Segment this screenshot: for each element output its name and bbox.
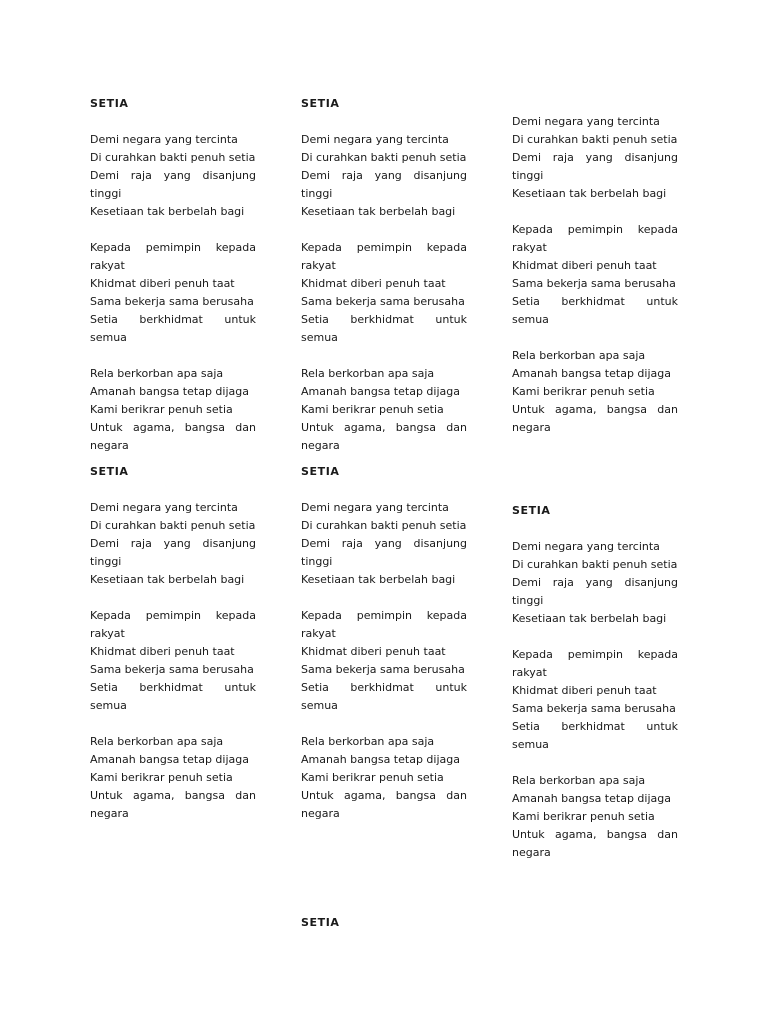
poem-line: Rela berkorban apa saja (90, 735, 224, 748)
poem-line: Amanah bangsa tetap dijaga (301, 385, 460, 398)
poem-line: Sama bekerja sama berusaha (512, 277, 676, 290)
poem-line: Kesetiaan tak berbelah bagi (301, 205, 456, 218)
poem-line: Amanah bangsa tetap dijaga (90, 753, 249, 766)
stanza-3 (90, 365, 256, 455)
poem-line: Sama bekerja sama berusaha (301, 295, 465, 308)
stanza-1 (90, 131, 256, 221)
poem-title: SETIA (301, 465, 340, 478)
poem-line: Kesetiaan tak berbelah bagi (90, 205, 245, 218)
poem-line: Amanah bangsa tetap dijaga (512, 367, 671, 380)
poem-line: Sama bekerja sama berusaha (90, 663, 254, 676)
poem-copy-7 (301, 914, 467, 950)
stanza-2 (512, 221, 678, 329)
poem-line: Khidmat diberi penuh taat (301, 277, 446, 290)
poem-title: SETIA (90, 97, 129, 110)
poem-line: Di curahkan bakti penuh setia (512, 558, 678, 571)
poem-copy-6 (512, 502, 678, 880)
poem-line: Untuk agama, bangsa dan (512, 828, 678, 841)
poem-copy-4 (90, 463, 256, 841)
poem-line: Untuk agama, bangsa dan (301, 789, 467, 802)
stanza-3 (90, 733, 256, 823)
poem-line: rakyat (301, 627, 336, 640)
poem-line: negara (301, 439, 340, 452)
poem-line: Khidmat diberi penuh taat (90, 277, 235, 290)
poem-line: Rela berkorban apa saja (301, 735, 435, 748)
poem-line: Demi raja yang disanjung (90, 537, 256, 550)
poem-line: Kepada pemimpin kepada (90, 609, 256, 622)
poem-line: Di curahkan bakti penuh setia (90, 151, 256, 164)
poem-line: Khidmat diberi penuh taat (512, 684, 657, 697)
stanza-1 (301, 131, 467, 221)
poem-line: Setia berkhidmat untuk semua (512, 720, 678, 751)
poem-line: Setia berkhidmat untuk semua (301, 681, 467, 712)
stanza-1 (512, 113, 678, 203)
poem-line: Sama bekerja sama berusaha (90, 295, 254, 308)
poem-line: Amanah bangsa tetap dijaga (90, 385, 249, 398)
stanza-3 (301, 365, 467, 455)
poem-line: Kami berikrar penuh setia (90, 403, 233, 416)
stanza-2 (301, 607, 467, 715)
stanza-2 (301, 239, 467, 347)
stanza-1 (90, 499, 256, 589)
poem-line: Di curahkan bakti penuh setia (301, 519, 467, 532)
poem-line: tinggi (301, 187, 333, 200)
poem-line: Setia berkhidmat untuk semua (512, 295, 678, 326)
stanza-2 (90, 607, 256, 715)
poem-line: Kesetiaan tak berbelah bagi (512, 187, 667, 200)
poem-title: SETIA (301, 97, 340, 110)
poem-line: Kami berikrar penuh setia (301, 403, 444, 416)
stanza-2 (512, 646, 678, 754)
poem-line: Untuk agama, bangsa dan (90, 421, 256, 434)
poem-line: Untuk agama, bangsa dan (512, 403, 678, 416)
poem-line: negara (512, 421, 551, 434)
poem-line: Demi negara yang tercinta (90, 501, 238, 514)
poem-line: tinggi (90, 187, 122, 200)
poem-line: negara (90, 807, 129, 820)
poem-title: SETIA (90, 465, 129, 478)
poem-line: rakyat (512, 241, 547, 254)
poem-line: tinggi (90, 555, 122, 568)
poem-line: Kesetiaan tak berbelah bagi (512, 612, 667, 625)
poem-line: rakyat (90, 259, 125, 272)
poem-line: Kepada pemimpin kepada (512, 648, 678, 661)
poem-line: Setia berkhidmat untuk semua (301, 313, 467, 344)
poem-title: SETIA (512, 504, 551, 517)
poem-line: Setia berkhidmat untuk semua (90, 681, 256, 712)
stanza-1 (512, 538, 678, 628)
poem-line: Amanah bangsa tetap dijaga (512, 792, 671, 805)
poem-line: tinggi (512, 169, 544, 182)
poem-line: Di curahkan bakti penuh setia (301, 151, 467, 164)
poem-line: Rela berkorban apa saja (301, 367, 435, 380)
poem-line: Kesetiaan tak berbelah bagi (301, 573, 456, 586)
poem-line: rakyat (512, 666, 547, 679)
poem-line: negara (90, 439, 129, 452)
poem-line: Demi raja yang disanjung (512, 576, 678, 589)
poem-line: rakyat (90, 627, 125, 640)
poem-copy-3 (512, 113, 678, 455)
stanza-3 (301, 733, 467, 823)
poem-line: Kepada pemimpin kepada (90, 241, 256, 254)
poem-line: tinggi (301, 555, 333, 568)
poem-line: Demi raja yang disanjung (90, 169, 256, 182)
poem-line: Kami berikrar penuh setia (512, 385, 655, 398)
poem-line: Setia berkhidmat untuk semua (90, 313, 256, 344)
stanza-1 (301, 499, 467, 589)
poem-line: Kepada pemimpin kepada (512, 223, 678, 236)
stanza-2 (90, 239, 256, 347)
poem-line: Demi negara yang tercinta (301, 133, 449, 146)
poem-line: Demi raja yang disanjung (301, 537, 467, 550)
stanza-3 (512, 347, 678, 437)
poem-line: Di curahkan bakti penuh setia (90, 519, 256, 532)
poem-line: Khidmat diberi penuh taat (512, 259, 657, 272)
poem-line: Khidmat diberi penuh taat (301, 645, 446, 658)
poem-line: Demi raja yang disanjung (512, 151, 678, 164)
poem-line: negara (512, 846, 551, 859)
poem-title: SETIA (301, 916, 340, 929)
poem-line: Demi negara yang tercinta (512, 540, 660, 553)
poem-line: negara (301, 807, 340, 820)
poem-line: Rela berkorban apa saja (90, 367, 224, 380)
poem-line: Sama bekerja sama berusaha (512, 702, 676, 715)
poem-line: Kesetiaan tak berbelah bagi (90, 573, 245, 586)
poem-line: Kami berikrar penuh setia (512, 810, 655, 823)
poem-line: Kami berikrar penuh setia (90, 771, 233, 784)
poem-line: Demi negara yang tercinta (301, 501, 449, 514)
poem-line: Untuk agama, bangsa dan (90, 789, 256, 802)
poem-line: Demi negara yang tercinta (512, 115, 660, 128)
poem-line: Amanah bangsa tetap dijaga (301, 753, 460, 766)
poem-line: rakyat (301, 259, 336, 272)
poem-line: Demi raja yang disanjung (301, 169, 467, 182)
poem-line: Kepada pemimpin kepada (301, 609, 467, 622)
poem-line: Rela berkorban apa saja (512, 349, 646, 362)
poem-line: Khidmat diberi penuh taat (90, 645, 235, 658)
poem-line: Sama bekerja sama berusaha (301, 663, 465, 676)
poem-line: Untuk agama, bangsa dan (301, 421, 467, 434)
poem-line: tinggi (512, 594, 544, 607)
poem-line: Di curahkan bakti penuh setia (512, 133, 678, 146)
poem-line: Kepada pemimpin kepada (301, 241, 467, 254)
poem-line: Demi negara yang tercinta (90, 133, 238, 146)
poem-copy-1 (90, 95, 256, 473)
poem-copy-2 (301, 95, 467, 473)
poem-copy-5 (301, 463, 467, 841)
poem-line: Rela berkorban apa saja (512, 774, 646, 787)
stanza-3 (512, 772, 678, 862)
poem-line: Kami berikrar penuh setia (301, 771, 444, 784)
